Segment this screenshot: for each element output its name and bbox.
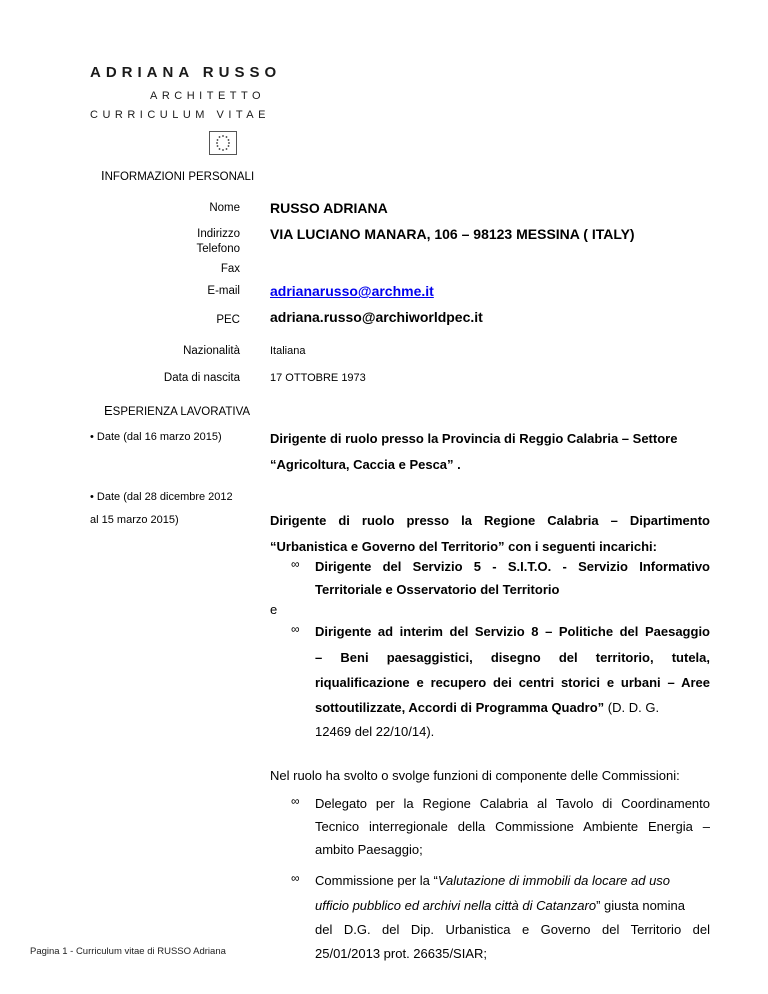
b1-line2: Territoriale e Osservatorio del Territorio — [315, 582, 560, 597]
b2-line3: riqualificazione e recupero dei centri storici e urbani – Aree — [315, 675, 710, 690]
bullet-b2: ∞ — [291, 622, 300, 636]
label-nazionalita: Nazionalità — [183, 345, 240, 357]
entry2-date-line2: al 15 marzo 2015) — [90, 514, 179, 526]
cv-name-heading: ADRIANA RUSSO — [90, 64, 282, 81]
b2-line2: – Beni paesaggistici, disegno del territorio, tutela, — [315, 650, 710, 665]
value-nome: RUSSO ADRIANA — [270, 200, 388, 216]
label-nome: Nome — [209, 202, 240, 214]
cv-profession: ARCHITETTO — [150, 90, 266, 102]
value-data-nascita: 17 OTTOBRE 1973 — [270, 372, 366, 384]
entry2-date-line1: • Date (dal 28 dicembre 2012 — [90, 491, 233, 503]
c1-line3: ambito Paesaggio; — [315, 842, 423, 857]
section-work-experience — [104, 403, 250, 418]
entry1-line1: Dirigente di ruolo presso la Provincia di Reggio Calabria – Settore — [270, 431, 678, 446]
label-telefono: Telefono — [196, 243, 240, 255]
c1-line2: Tecnico interregionale della Commissione Ambiente Energia – — [315, 819, 710, 834]
c2-line3: del D.G. del Dip. Urbanistica e Governo del Territorio del — [315, 922, 710, 937]
bullet-c1: ∞ — [291, 794, 300, 808]
label-indirizzo: Indirizzo — [197, 228, 240, 240]
bullet-b1: ∞ — [291, 557, 300, 571]
value-pec: adriana.russo@archiworldpec.it — [270, 309, 483, 325]
b2-line1: Dirigente ad interim del Servizio 8 – Politiche del Paesaggio — [315, 624, 710, 639]
entry1-date: • Date (dal 16 marzo 2015) — [90, 431, 222, 443]
c2-line1-b: Valutazione di immobili da locare ad uso — [437, 873, 671, 888]
c2-line4: 25/01/2013 prot. 26635/SIAR; — [315, 946, 488, 961]
entry2-line1: Dirigente di ruolo presso la Regione Calabria – Dipartimento — [270, 513, 710, 528]
section-personal-rest: NFORMAZIONI PERSONALI — [104, 171, 255, 183]
commissions-intro: Nel ruolo ha svolto o svolge funzioni di componente delle Commissioni: — [270, 768, 680, 783]
section-personal-initial: I — [101, 168, 105, 183]
entry1-line2: “Agricoltura, Caccia e Pesca” . — [270, 457, 461, 472]
value-nazionalita: Italiana — [270, 345, 306, 357]
c2-line2-end: ” giusta nomina — [596, 898, 685, 913]
b2-line4 — [315, 697, 710, 719]
label-pec: PEC — [216, 314, 240, 326]
label-data-nascita: Data di nascita — [163, 372, 240, 384]
connector-e: e — [270, 602, 278, 617]
b2-line4-normal: (D. D. G. — [604, 700, 660, 715]
c2-line2 — [315, 895, 710, 917]
section-work-rest: SPERIENZA LAVORATIVA — [112, 406, 251, 418]
bullet-c2: ∞ — [291, 871, 300, 885]
email-link[interactable]: adrianarusso@archme.it — [270, 283, 434, 299]
label-fax: Fax — [220, 263, 240, 275]
value-indirizzo: VIA LUCIANO MANARA, 106 – 98123 MESSINA ( ITALY) — [270, 226, 635, 242]
b1-line1: Dirigente del Servizio 5 - S.I.T.O. - Servizio Informativo — [315, 559, 710, 574]
label-email: E-mail — [207, 285, 240, 297]
section-work-initial: E — [104, 403, 113, 418]
entry2-line2: “Urbanistica e Governo del Territorio” con i seguenti incarichi: — [270, 539, 657, 554]
c2-line2-italic: ufficio pubblico ed archivi nella città di Catanzaro — [315, 898, 597, 913]
eu-flag-icon — [209, 131, 237, 155]
page-footer: Pagina 1 - Curriculum vitae di RUSSO Adriana — [30, 946, 226, 957]
c2-line1-a: Commissione per la “ — [315, 873, 438, 888]
b2-line4-bold: sottoutilizzate, Accordi di Programma Quadro” — [315, 700, 605, 715]
c1-line1: Delegato per la Regione Calabria al Tavolo di Coordinamento — [315, 796, 710, 811]
c2-line1 — [315, 870, 710, 892]
b2-line5: 12469 del 22/10/14). — [315, 724, 435, 739]
section-personal-info — [101, 168, 254, 183]
cv-subtitle: CURRICULUM VITAE — [90, 109, 270, 121]
